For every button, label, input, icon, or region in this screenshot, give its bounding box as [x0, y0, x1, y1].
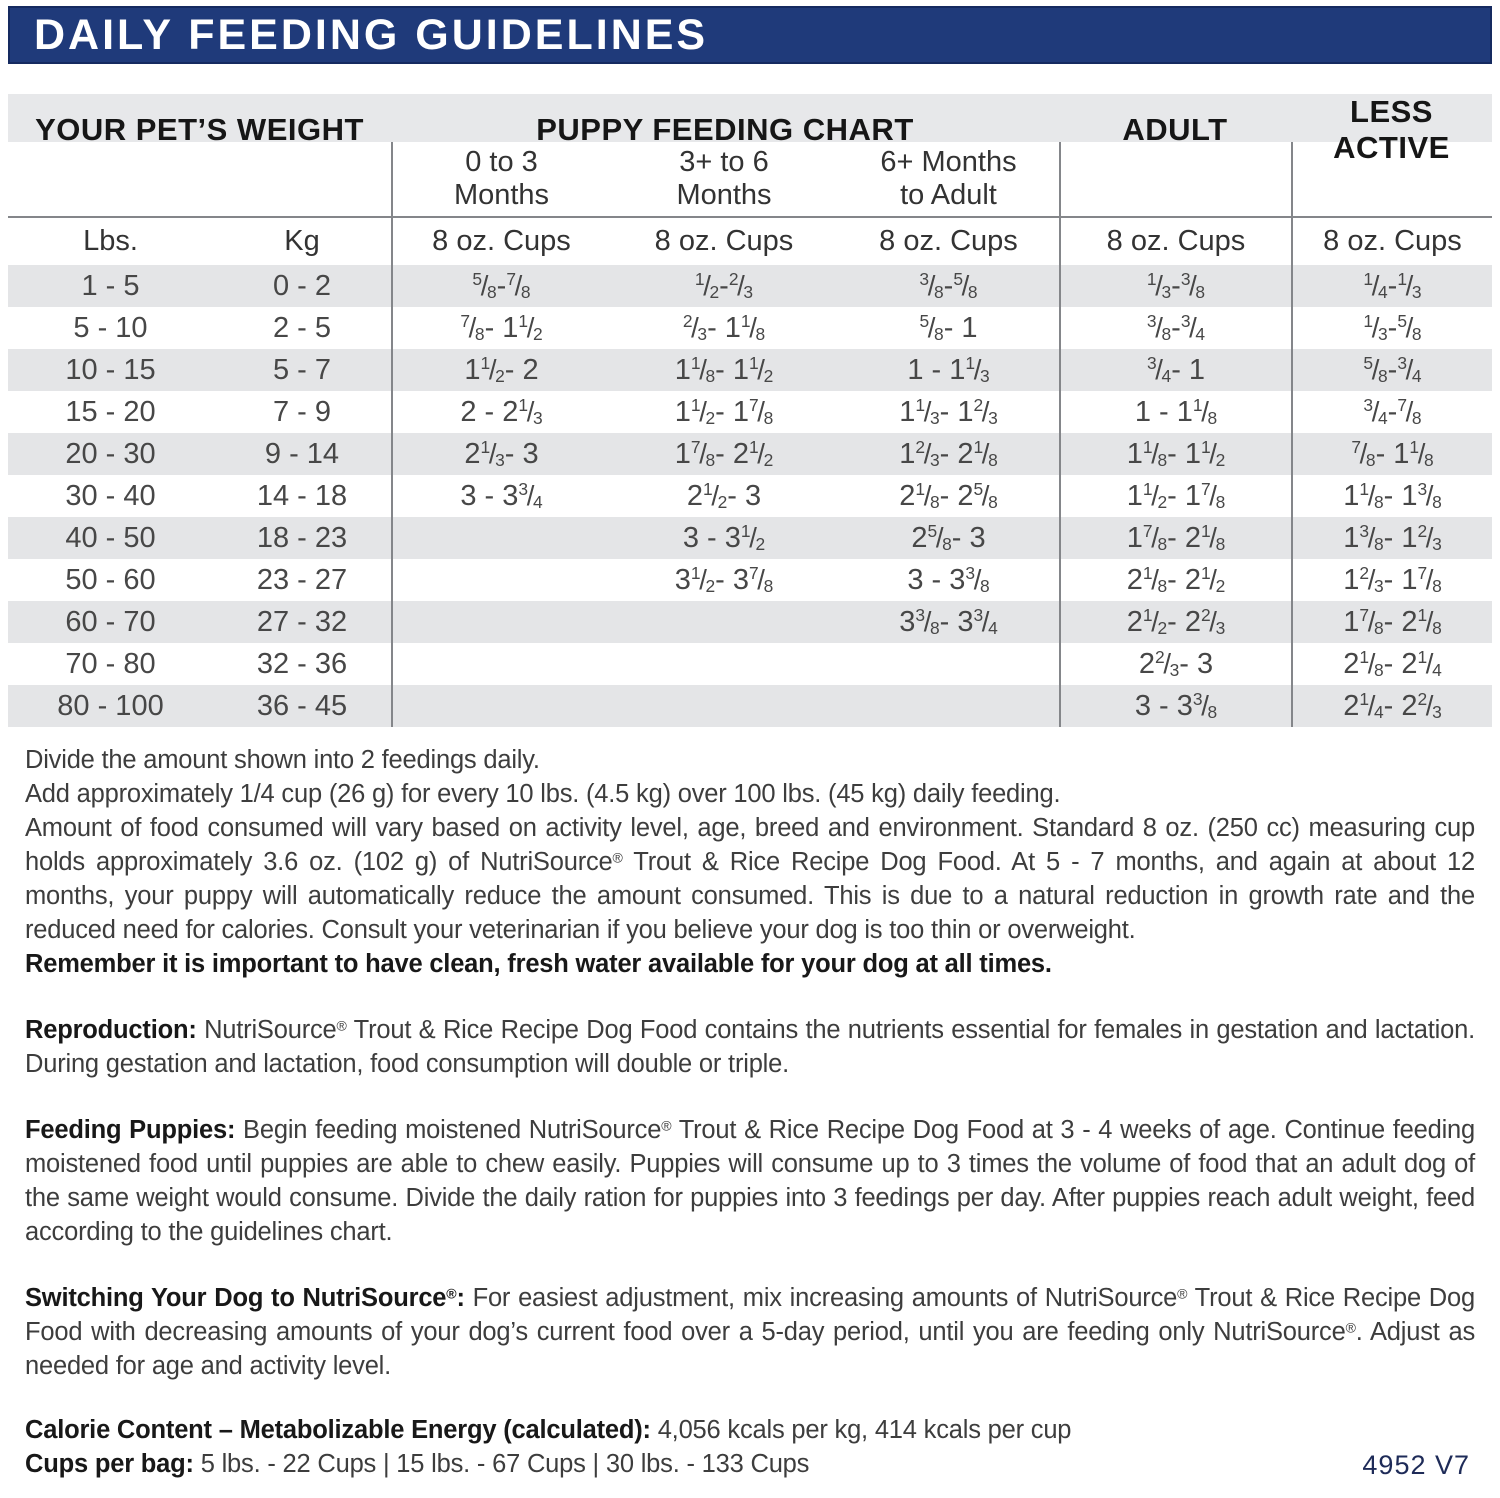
- cell-kg: 5 - 7: [272, 353, 332, 386]
- cell-less_active: $^7$/8 - 1 $^1$/8: [1291, 433, 1492, 475]
- general-notes: [25, 743, 1475, 981]
- cell-m0_3: [391, 601, 610, 643]
- cell-kg: 2 - 5: [272, 311, 332, 344]
- cell-m0_3: 2 $^1$/3 - 3: [391, 433, 610, 475]
- table-group-header-row: [8, 94, 1492, 165]
- section-reproduction: [25, 1013, 1475, 1081]
- body-copy: [25, 743, 1475, 1481]
- cell-adult: 1 $^1$/2 - 1 $^7$/8: [1059, 475, 1291, 517]
- cups-per-bag-value: 5 lbs. - 22 Cups | 15 lbs. - 67 Cups | 30 lbs. - 133 Cups: [200, 1450, 810, 1478]
- cell-lbs: 50 - 60: [65, 563, 156, 596]
- table-row: [8, 475, 1492, 517]
- cell-lbs: 10 - 15: [65, 353, 156, 386]
- subheader-spacer: [1059, 142, 1291, 216]
- table-row: [8, 265, 1492, 307]
- cell-kg: 23 - 27: [256, 563, 348, 596]
- table-row: [8, 643, 1492, 685]
- cell-m3_6: 2 $^1$/2 - 3: [686, 478, 762, 513]
- cell-m6_adult: $^5$/8 - 1: [919, 310, 978, 345]
- calorie-label: Calorie Content – Metabolizable Energy (calculated):: [25, 1416, 651, 1444]
- subheader-0-3-months: 0 to 3 Months: [391, 142, 610, 216]
- page-title: DAILY FEEDING GUIDELINES: [34, 10, 709, 59]
- cell-m3_6: 1 $^1$/2 - 1 $^7$/8: [674, 394, 774, 429]
- cell-kg: 27 - 32: [256, 605, 348, 638]
- section-text: For easiest adjustment, mix increasing amounts of NutriSource® Trout & Rice Recipe Dog Food with decreasing amounts of your dog’s current food over a 5-day period, until you are feeding only NutriSource®. Adjust as needed for age and activity level.: [25, 1284, 1475, 1380]
- table-row: [8, 559, 1492, 601]
- cell-adult: 1 - 1 $^1$/8: [1059, 391, 1291, 433]
- cell-m0_3: 2 - 2 $^1$/3: [391, 391, 610, 433]
- cell-adult: 1 $^1$/8 - 1 $^1$/2: [1059, 433, 1291, 475]
- cell-m3_6: [610, 601, 838, 643]
- calorie-block: [25, 1413, 1475, 1481]
- cell-less_active: $^1$/3 - $^5$/8: [1291, 307, 1492, 349]
- cell-m0_3: [391, 643, 610, 685]
- cell-m3_6: 1 $^1$/8 - 1 $^1$/2: [674, 352, 774, 387]
- note-line: Add approximately 1/4 cup (26 g) for every 10 lbs. (4.5 kg) over 100 lbs. (45 kg) daily feeding.: [25, 780, 1061, 808]
- table-row: [8, 601, 1492, 643]
- cell-lbs: 80 - 100: [57, 689, 164, 722]
- subheader-spacer: [1291, 142, 1492, 216]
- cell-m6_adult: 2 $^5$/8 - 3: [911, 520, 986, 555]
- cups-per-bag-label: Cups per bag:: [25, 1450, 194, 1478]
- cell-less_active: $^5$/8 - $^3$/4: [1291, 349, 1492, 391]
- cell-m6_adult: [838, 685, 1059, 727]
- cell-adult: 2 $^2$/3 - 3: [1059, 643, 1291, 685]
- cell-less_active: 1 $^1$/8 - 1 $^3$/8: [1291, 475, 1492, 517]
- cell-m3_6: 3 - 3 $^1$/2: [682, 520, 766, 555]
- cell-less_active: 2 $^1$/4 - 2 $^2$/3: [1291, 685, 1492, 727]
- cell-less_active: 2 $^1$/8 - 2 $^1$/4: [1291, 643, 1492, 685]
- cell-m3_6: $^2$/3 - 1 $^1$/8: [682, 310, 766, 345]
- table-body: [8, 265, 1492, 727]
- table-subheader-row: [8, 142, 1492, 216]
- cell-lbs: 20 - 30: [65, 437, 156, 470]
- units-cups: 8 oz. Cups: [1059, 218, 1291, 265]
- table-units-row: [8, 216, 1492, 265]
- cell-m6_adult: 1 $^1$/3 - 1 $^2$/3: [899, 394, 998, 429]
- cell-m0_3: [391, 559, 610, 601]
- units-lbs: Lbs.: [83, 225, 138, 257]
- cell-m3_6: 3 $^1$/2 - 3 $^7$/8: [674, 562, 774, 597]
- footer-code: 4952 V7: [1362, 1450, 1470, 1480]
- cell-m0_3: 3 - 3 $^3$/4: [391, 475, 610, 517]
- section-switching: [25, 1281, 1475, 1383]
- cell-m0_3: [391, 685, 610, 727]
- cell-adult: 3 - 3 $^3$/8: [1059, 685, 1291, 727]
- calorie-value: 4,056 kcals per kg, 414 kcals per cup: [657, 1416, 1072, 1444]
- table-row: [8, 433, 1492, 475]
- cell-kg: 36 - 45: [256, 689, 348, 722]
- units-cups: 8 oz. Cups: [879, 225, 1018, 257]
- cell-adult: $^1$/3 - $^3$/8: [1059, 265, 1291, 307]
- table-row: [8, 391, 1492, 433]
- cell-lbs: 5 - 10: [73, 311, 148, 344]
- title-bar: [8, 6, 1492, 64]
- group-header-weight: YOUR PET’S WEIGHT: [35, 112, 364, 147]
- section-text: Begin feeding moistened NutriSource® Trout & Rice Recipe Dog Food at 3 - 4 weeks of age. Continue feeding moistened food until puppies are able to chew easily. Puppies will consume up to 3 times the volume of food that an adult dog of the same weight would consume. Divide the daily ration for puppies into 3 feedings per day. After puppies reach adult weight, feed according to the guidelines chart.: [25, 1116, 1475, 1246]
- cell-m3_6: [610, 685, 838, 727]
- group-header-puppy: PUPPY FEEDING CHART: [536, 112, 914, 147]
- note-paragraph: Amount of food consumed will vary based on activity level, age, breed and environment. Standard 8 oz. (250 cc) measuring cup holds approximately 3.6 oz. (102 g) of NutriSource® Trout & Rice Recipe Dog Food. At 5 - 7 months, and again at about 12 months, your puppy will automatically reduce the amount consumed. This is due to a natural reduction in growth rate and the reduced need for calories. Consult your veterinarian if you believe your dog is too thin or overweight.: [25, 814, 1475, 944]
- cell-kg: 18 - 23: [256, 521, 348, 554]
- cell-adult: 2 $^1$/8 - 2 $^1$/2: [1059, 559, 1291, 601]
- cell-lbs: 40 - 50: [65, 521, 156, 554]
- units-cups: 8 oz. Cups: [1291, 218, 1492, 265]
- cell-less_active: $^1$/4 - $^1$/3: [1291, 265, 1492, 307]
- cell-m6_adult: 1 $^2$/3 - 2 $^1$/8: [899, 436, 998, 471]
- cups-per-bag-line: [25, 1447, 1475, 1481]
- table-row: [8, 517, 1492, 559]
- section-feeding-puppies: [25, 1113, 1475, 1249]
- cell-adult: $^3$/8 - $^3$/4: [1059, 307, 1291, 349]
- group-header-adult: ADULT: [1122, 112, 1228, 147]
- cell-lbs: 1 - 5: [81, 269, 140, 302]
- cell-kg: 32 - 36: [256, 647, 348, 680]
- note-line: Divide the amount shown into 2 feedings daily.: [25, 746, 540, 774]
- calorie-content-line: [25, 1413, 1475, 1447]
- table-row: [8, 307, 1492, 349]
- cell-lbs: 70 - 80: [65, 647, 156, 680]
- units-cups: 8 oz. Cups: [391, 218, 610, 265]
- cell-kg: 9 - 14: [264, 437, 340, 470]
- cell-m0_3: [391, 517, 610, 559]
- cell-adult: $^3$/4 - 1: [1059, 349, 1291, 391]
- subheader-spacer: [8, 142, 213, 216]
- subheader-6-months-adult: 6+ Months to Adult: [880, 146, 1017, 211]
- section-label: Feeding Puppies:: [25, 1116, 236, 1144]
- cell-m6_adult: $^3$/8 - $^5$/8: [919, 268, 978, 303]
- feeding-table: [8, 94, 1492, 727]
- cell-m3_6: 1 $^7$/8 - 2 $^1$/2: [674, 436, 774, 471]
- section-text: NutriSource® Trout & Rice Recipe Dog Food contains the nutrients essential for females in gestation and lactation. During gestation and lactation, food consumption will double or triple.: [25, 1016, 1475, 1078]
- cell-less_active: 1 $^2$/3 - 1 $^7$/8: [1291, 559, 1492, 601]
- cell-m0_3: $^5$/8 - $^7$/8: [391, 265, 610, 307]
- cell-less_active: 1 $^3$/8 - 1 $^2$/3: [1291, 517, 1492, 559]
- cell-less_active: $^3$/4 - $^7$/8: [1291, 391, 1492, 433]
- section-label: Switching Your Dog to NutriSource®:: [25, 1284, 465, 1312]
- table-row: [8, 685, 1492, 727]
- section-label: Reproduction:: [25, 1016, 197, 1044]
- cell-m6_adult: [838, 643, 1059, 685]
- cell-m0_3: 1 $^1$/2 - 2: [391, 349, 610, 391]
- cell-m3_6: $^1$/2 - $^2$/3: [694, 268, 754, 303]
- cell-m6_adult: 3 - 3 $^3$/8: [907, 562, 990, 597]
- cell-m6_adult: 2 $^1$/8 - 2 $^5$/8: [899, 478, 998, 513]
- cell-lbs: 30 - 40: [65, 479, 156, 512]
- water-reminder: Remember it is important to have clean, fresh water available for your dog at all times.: [25, 950, 1052, 978]
- cell-adult: 2 $^1$/2 - 2 $^2$/3: [1059, 601, 1291, 643]
- cell-m3_6: [610, 643, 838, 685]
- units-cups: 8 oz. Cups: [654, 225, 794, 257]
- cell-adult: 1 $^7$/8 - 2 $^1$/8: [1059, 517, 1291, 559]
- cell-m6_adult: 3 $^3$/8 - 3 $^3$/4: [899, 604, 998, 639]
- table-row: [8, 349, 1492, 391]
- cell-kg: 14 - 18: [256, 479, 348, 512]
- units-kg: Kg: [284, 225, 320, 257]
- cell-lbs: 60 - 70: [65, 605, 156, 638]
- cell-lbs: 15 - 20: [65, 395, 156, 428]
- subheader-spacer: [213, 142, 391, 216]
- subheader-3-6-months: 3+ to 6 Months: [676, 146, 772, 211]
- cell-less_active: 1 $^7$/8 - 2 $^1$/8: [1291, 601, 1492, 643]
- cell-kg: 0 - 2: [272, 269, 332, 302]
- group-header-less-active: LESS ACTIVE: [1333, 94, 1450, 165]
- cell-kg: 7 - 9: [272, 395, 332, 428]
- cell-m0_3: $^7$/8 - 1 $^1$/2: [391, 307, 610, 349]
- cell-m6_adult: 1 - 1 $^1$/3: [907, 352, 990, 387]
